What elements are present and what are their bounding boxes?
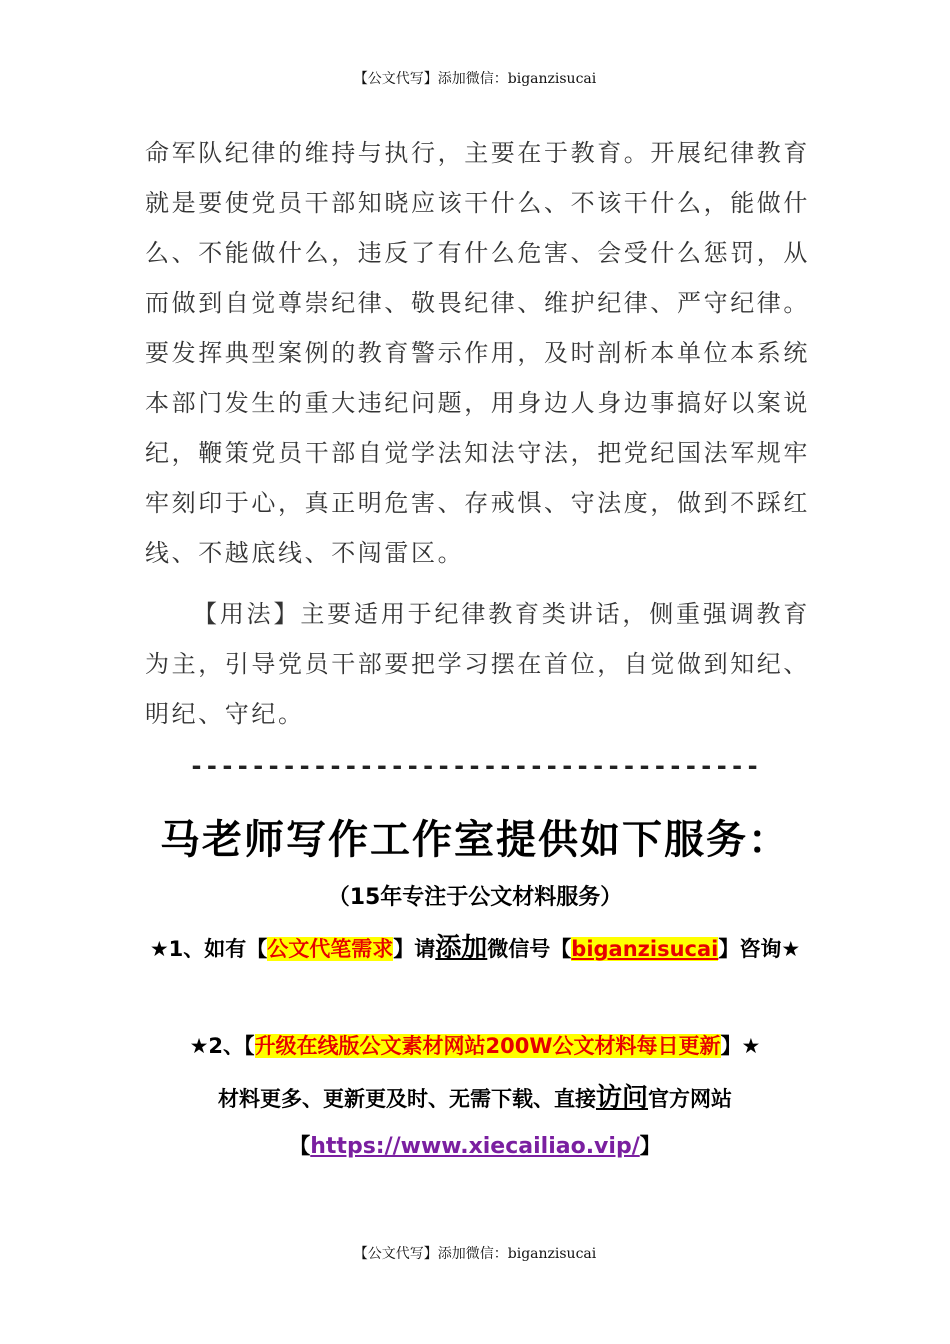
ad-line2-prefix: ★2、【 (189, 1034, 255, 1058)
section-divider: ------------------------------------- (189, 752, 761, 780)
website-link[interactable]: https://www.xiecailiao.vip/ (310, 1134, 640, 1159)
ad-line1-mid: 】请 (393, 937, 436, 961)
page-footer: 【公文代写】添加微信：biganzisucai (353, 1246, 597, 1262)
ad-line2-suffix: 】★ (720, 1034, 761, 1058)
ad-line4-open: 【 (289, 1134, 311, 1158)
body-paragraph-usage: 【用法】主要适用于纪律教育类讲话，侧重强调教育为主，引导党员干部要把学习摆在首位，自觉做到知纪、明纪、守纪。 (145, 600, 810, 728)
ad-line1-suffix: 】咨询★ (718, 937, 801, 961)
ad-service-line-1 (140, 924, 810, 973)
ad-highlight-website: 升级在线版公文素材网站200W公文材料每日更新 (254, 1034, 721, 1058)
ad-line4-close: 】 (639, 1134, 661, 1158)
ad-wechat-id: biganzisucai (571, 937, 719, 961)
ad-service-line-3 (140, 1074, 810, 1123)
ad-title: 马老师写作工作室提供如下服务： (160, 817, 790, 863)
ad-add-emphasis: 添加 (435, 933, 488, 963)
ad-line3-suffix: 官方网站 (648, 1087, 732, 1111)
body-paragraph-1: 命军队纪律的维持与执行，主要在于教育。开展纪律教育就是要使党员干部知晓应该干什么、不该干什么，能做什么、不能做什么，违反了有什么危害、会受什么惩罚，从而做到自觉尊崇纪律、敬畏纪律、维护纪律、严守纪律。要发挥典型案例的教育警示作用，及时剖析本单位本系统本部门发生的重大违纪问题，用身边人身边事搞好以案说纪，鞭策党员干部自觉学法知法守法，把党纪国法军规牢牢刻印于心，真正明危害、存戒惧、守法度，做到不踩红线、不越底线、不闯雷区。 (145, 139, 810, 567)
ad-line3-prefix: 材料更多、更新更及时、无需下载、直接 (217, 1087, 596, 1111)
ad-visit-emphasis: 访问 (595, 1083, 648, 1113)
ad-subtitle: （15年专注于公文材料服务） (327, 885, 623, 910)
ad-line1-prefix: ★1、如有【 (149, 937, 268, 961)
ad-service-line-2 (140, 1022, 810, 1070)
ad-service-line-4 (140, 1122, 810, 1171)
page-header: 【公文代写】添加微信：biganzisucai (353, 71, 597, 87)
ad-line1-mid2: 微信号【 (487, 937, 572, 961)
ad-highlight-writing-service: 公文代笔需求 (267, 937, 394, 961)
